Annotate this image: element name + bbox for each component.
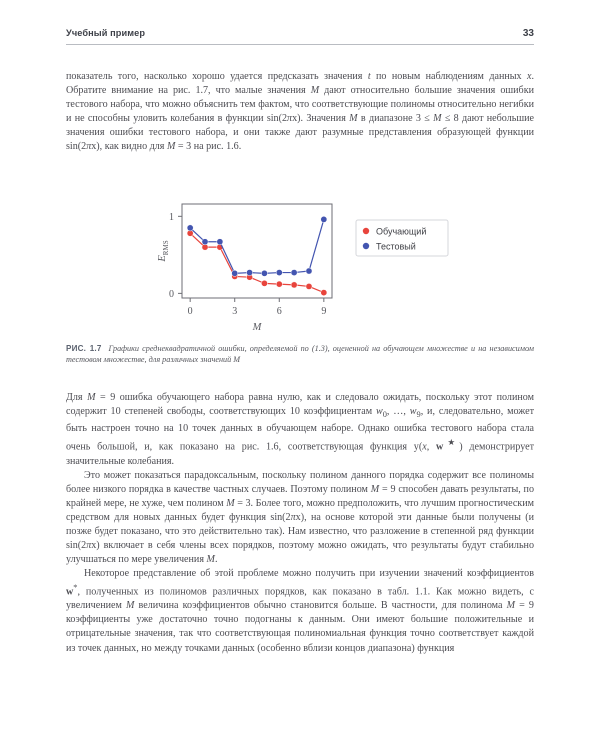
data-point <box>276 269 282 275</box>
figure-1-7 <box>66 196 534 342</box>
math-var-w: w <box>375 406 383 418</box>
math-pi: π <box>86 539 92 551</box>
text-run: показатель того, насколько хорошо удается предсказать значения <box>66 71 368 82</box>
figure-label <box>66 344 102 353</box>
figure-number: 1.7 <box>89 344 102 353</box>
svg-text:ERMS: $E_{RMS}$ <box>157 240 170 262</box>
math-star: ★ <box>443 438 460 448</box>
x-tick-label: 6 <box>276 306 282 317</box>
math-var-m: M <box>370 483 380 495</box>
text-run: , полученных из полиномов различных порядков, как показано в табл. 1.1. Как можно видеть, с увеличением <box>66 586 534 612</box>
math-pi: π <box>290 511 296 523</box>
data-point <box>217 239 223 245</box>
body-text-top <box>66 70 534 154</box>
caption-text: Графики среднеквадратичной ошибки, определяемой по (1.3), оцененной на обучающем множестве и на независимом тестовом множестве, для различных значений <box>66 344 535 365</box>
text-run: , <box>426 441 436 453</box>
math-sub-0: 0 <box>382 410 387 420</box>
body-text-bottom <box>66 391 534 656</box>
chart-legend <box>356 220 448 256</box>
text-run: x), как видно для <box>91 141 167 153</box>
text-run: в диапазоне 3 ≤ <box>357 113 434 125</box>
text-run: Для <box>66 392 88 403</box>
rms-error-plot <box>150 198 450 340</box>
paragraph-4 <box>66 567 534 656</box>
figure-label-word: РИС. <box>66 344 87 353</box>
page-number: 33 <box>522 28 534 39</box>
text-run: = 9 ошибка обучающего набора равна нулю, как и следовало ожидать, поскольку этот полином содержит 10 степеней свободы, соответствующих 10 коэффициентам <box>66 392 535 418</box>
math-vec-w: w <box>435 441 444 453</box>
text-run: = 9 способен давать результаты, по крайней мере, не хуже, чем полином <box>66 483 535 509</box>
math-var-m: M <box>349 113 358 125</box>
math-var-m: M <box>433 113 442 125</box>
text-run: = 3. Более того, можно предположить, что лучшим прогностическим средством для новых данных будет функция sin(2 <box>66 497 534 523</box>
math-var-x: x <box>422 441 427 453</box>
data-point <box>321 290 327 296</box>
paragraph-2 <box>66 391 534 469</box>
math-sub-9: 9 <box>416 410 421 420</box>
legend-marker <box>363 228 369 234</box>
math-pi: π <box>287 113 293 125</box>
math-var-m: M <box>506 600 516 612</box>
text-run: x) включает в себя члены всех порядков, поэтому можно ожидать, что результаты будут стабильно улучшаться по мере увеличения <box>66 539 534 565</box>
data-point <box>306 283 312 289</box>
data-point <box>291 269 297 275</box>
math-var-m: M <box>126 600 135 612</box>
math-pi: π <box>86 141 92 153</box>
text-run: ≤ 8 дают небольшие значения ошибки тестового набора, и они также дают разумные представления образующей функции sin(2 <box>66 113 535 153</box>
x-tick-label: 3 <box>232 306 238 317</box>
math-var-m: M <box>166 141 176 153</box>
math-var-m: M <box>87 392 96 403</box>
text-run: . Обратите внимание на рис. 1.7, что малые значения <box>66 71 534 97</box>
data-point <box>291 282 297 288</box>
legend-marker <box>363 243 369 249</box>
text-run: = 3 на рис. 1.6. <box>175 141 242 153</box>
legend-label: Тестовый <box>376 241 416 252</box>
data-point <box>276 281 282 287</box>
data-point <box>321 216 327 222</box>
text-run: дают относительно большие значения ошибки тестового набора, что можно объяснить тем фактом, что соответствующие полиномы относительно негибки и не способны уловить колебания в функции sin(2 <box>66 85 534 125</box>
math-var-m: M <box>226 497 235 509</box>
data-point <box>202 239 208 245</box>
text-run: = 9 коэффициенты уже достаточно точно подогнаны к данным. Они имеют большие положительные и отрицательные значения, так что соответствующая полиномиальная функция точно соответствует каждой из точек данных, но между точками данных (особенно вблизи концов диапазона) функция <box>66 600 534 654</box>
data-point <box>306 268 312 274</box>
data-point <box>261 280 267 286</box>
paragraph-3 <box>66 469 534 567</box>
running-head <box>66 28 534 45</box>
data-point <box>261 270 267 276</box>
data-point <box>246 269 252 275</box>
text-run: , и, следовательно, может быть настроен точно на 10 точек данных в обучающем наборе. Однако ошибка тестового набора стала очень большой, и, как показано на рис. 1.6, соответствующая функция y( <box>66 406 535 453</box>
text-run: x). Значения <box>292 113 350 125</box>
data-point <box>232 270 238 276</box>
math-var-m: M <box>206 553 215 565</box>
text-run: . <box>214 553 218 565</box>
math-vec-w: w <box>66 586 74 598</box>
x-tick-label: 0 <box>187 306 193 317</box>
rms-error-chart-svg <box>150 198 450 340</box>
x-tick-label: 9 <box>321 306 327 317</box>
x-axis-label: M <box>252 322 262 333</box>
paragraph-1 <box>66 70 534 154</box>
text-run: x), на основе которой эти данные были получены (и позже будет показано, что это действительно так). Нам известно, что разложение в степенной ряд функции sin(2 <box>66 511 534 551</box>
running-head-title: Учебный пример <box>66 28 146 38</box>
figure-caption <box>66 343 534 365</box>
math-star: * <box>73 582 78 592</box>
text-run: Некоторое представление об этой проблеме можно получить при изучении значений коэффициентов <box>84 567 534 579</box>
text-run: , …, <box>386 406 410 418</box>
text-run: по новым наблюдениям данных <box>370 71 527 82</box>
math-var-t: t <box>367 71 371 82</box>
y-tick-label: 0 <box>169 288 174 300</box>
y-axis-label <box>157 240 170 262</box>
text-run: Это может показаться парадоксальным, поскольку полином данного порядка содержит все полиномы более низкого порядка в качестве частных случаев. Поэтому полином <box>66 469 534 495</box>
text-run: величина коэффициентов обычно становится больше. В частности, для полинома <box>134 600 507 612</box>
text-run: ) демонстрирует значительные колебания. <box>66 441 535 467</box>
data-point <box>187 225 193 231</box>
legend-label: Обучающий <box>376 226 427 237</box>
math-var-x: x <box>526 71 532 82</box>
caption-math-var-m: M <box>233 355 241 365</box>
math-var-w: w <box>409 406 417 418</box>
math-var-m: M <box>310 85 320 97</box>
y-tick-label: 1 <box>169 211 174 223</box>
